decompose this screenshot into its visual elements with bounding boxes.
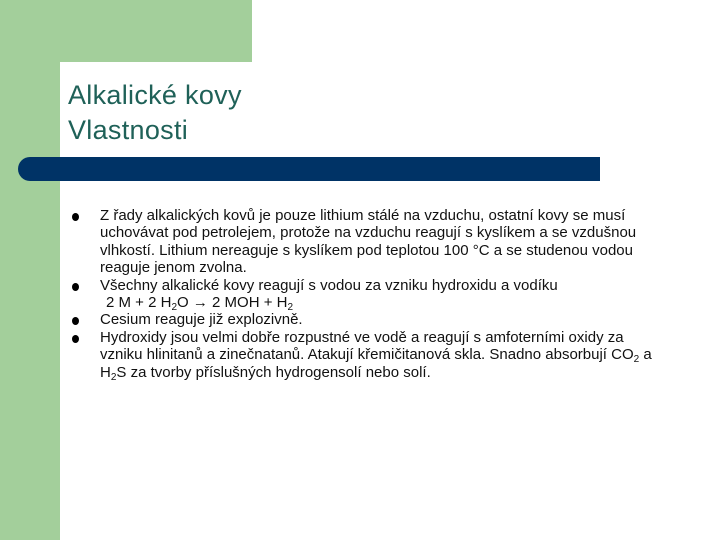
item-text: Cesium reaguje již explozivně. <box>100 311 303 329</box>
item-text: Všechny alkalické kovy reagují s vodou za vzniku hydroxidu a vodíku <box>100 276 558 294</box>
text-subscript: 2 <box>633 354 640 366</box>
bullet-icon <box>72 213 79 221</box>
item-text <box>100 329 652 381</box>
title-line-1: Alkalické kovy <box>68 80 242 110</box>
bullet-icon <box>72 317 79 325</box>
bullet-icon <box>72 283 79 291</box>
equation-subscript: 2 <box>287 302 294 314</box>
equation-part: O → 2 MOH + H <box>177 294 288 312</box>
title-line-2: Vlastnosti <box>68 115 189 145</box>
item-text: Z řady alkalických kovů je pouze lithium stálé na vzduchu, ostatní kovy se musí uchovávat pod petrolejem, protože na vzduchu reagují s kyslíkem a se vzdušnou vlhkostí. Lithium nereaguje s kyslíkem pod teplotou 100 °C a se studenou vodou reaguje jenom zvolna. <box>100 207 637 277</box>
list-item <box>72 277 668 312</box>
chemical-equation <box>100 294 668 314</box>
text-subscript: 2 <box>110 371 117 383</box>
bullet-list <box>72 207 668 381</box>
decor-green-left <box>0 0 60 540</box>
text-part: a H <box>100 346 652 381</box>
text-part: Hydroxidy jsou velmi dobře rozpustné ve vodě a reagují s amfoterními oxidy za vzniku hlinitanů a zinečnatanů. Atakují křemičitanová skla. Snadno absorbují CO <box>100 328 634 364</box>
list-item <box>72 329 668 381</box>
text-part: S za tvorby příslušných hydrogensolí nebo solí. <box>116 363 431 381</box>
title-divider-bar <box>18 157 600 181</box>
equation-subscript: 2 <box>171 302 178 314</box>
equation-part: 2 M + 2 H <box>106 294 172 312</box>
list-item <box>72 311 668 328</box>
bullet-icon <box>72 335 79 343</box>
slide-title <box>68 78 242 148</box>
list-item <box>72 207 668 277</box>
